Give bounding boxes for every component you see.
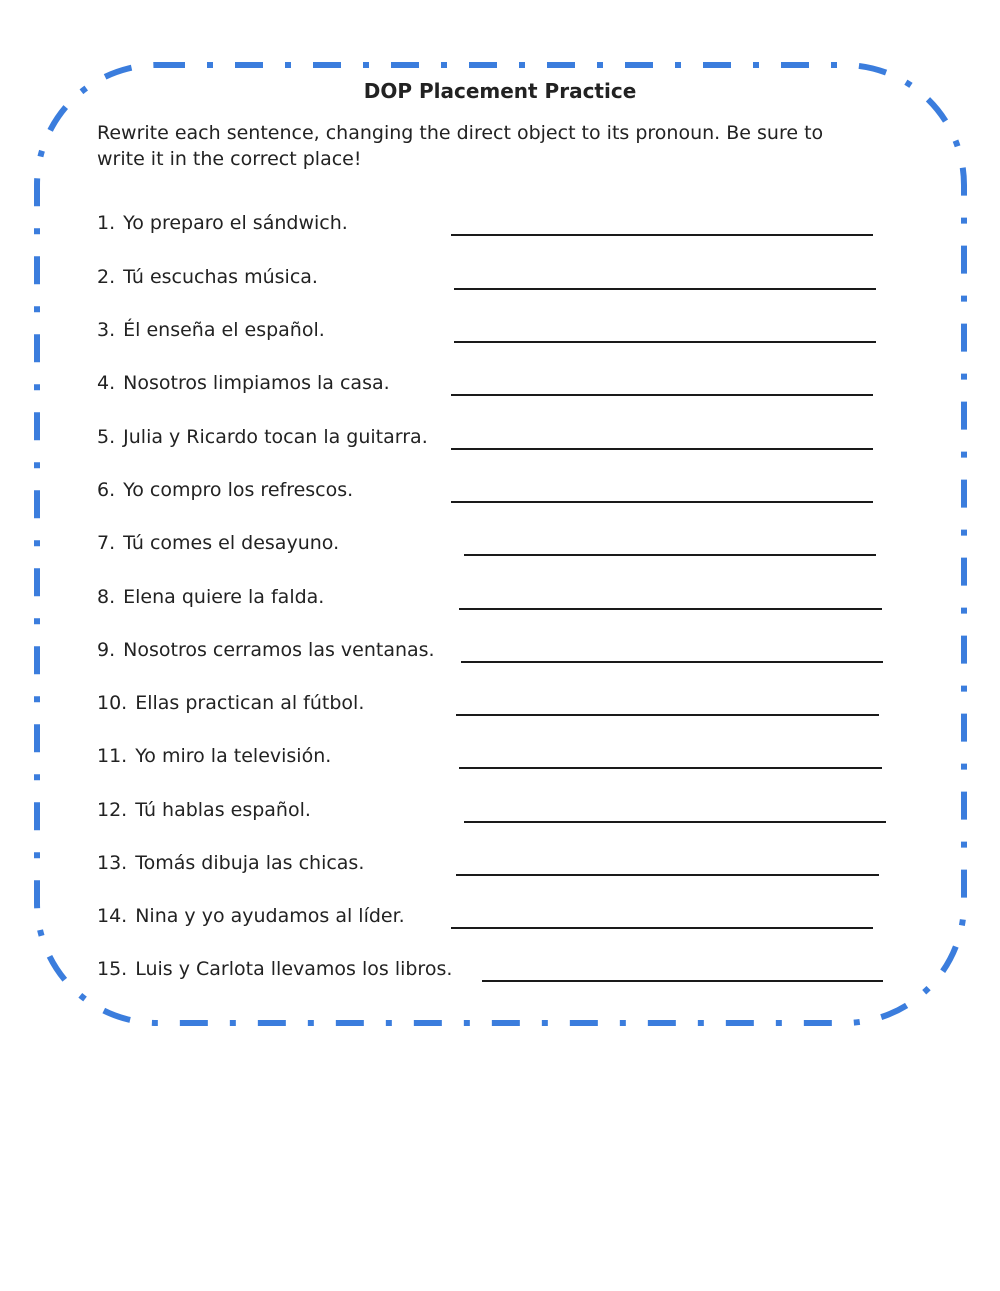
worksheet-title: DOP Placement Practice xyxy=(363,79,637,103)
item-number: 5. xyxy=(97,426,116,448)
exercise-item-9 xyxy=(0,639,1000,679)
exercise-item-2 xyxy=(0,266,1000,306)
exercise-item-12 xyxy=(0,799,1000,839)
answer-line-10[interactable] xyxy=(456,714,879,716)
answer-line-5[interactable] xyxy=(451,448,873,450)
item-number: 12. xyxy=(97,799,128,821)
item-sentence: Tú escuchas música. xyxy=(123,266,318,288)
answer-line-13[interactable] xyxy=(456,874,879,876)
item-sentence: Él enseña el español. xyxy=(123,319,325,341)
item-number: 10. xyxy=(97,692,128,714)
item-number: 15. xyxy=(97,958,128,980)
exercise-item-3 xyxy=(0,319,1000,359)
item-sentence: Luis y Carlota llevamos los libros. xyxy=(135,958,453,980)
instructions-line-2: write it in the correct place! xyxy=(97,148,362,170)
item-number: 9. xyxy=(97,639,116,661)
exercise-item-14 xyxy=(0,905,1000,945)
item-sentence: Yo compro los refrescos. xyxy=(123,479,354,501)
answer-line-15[interactable] xyxy=(482,980,883,982)
item-number: 3. xyxy=(97,319,116,341)
answer-line-3[interactable] xyxy=(454,341,876,343)
answer-line-4[interactable] xyxy=(451,394,873,396)
item-number: 11. xyxy=(97,745,128,767)
item-sentence: Tomás dibuja las chicas. xyxy=(135,852,365,874)
exercise-item-4 xyxy=(0,372,1000,412)
item-sentence: Julia y Ricardo tocan la guitarra. xyxy=(123,426,428,448)
answer-line-7[interactable] xyxy=(464,554,876,556)
item-number: 2. xyxy=(97,266,116,288)
item-number: 4. xyxy=(97,372,116,394)
answer-line-8[interactable] xyxy=(459,608,882,610)
answer-line-2[interactable] xyxy=(454,288,876,290)
exercise-item-15 xyxy=(0,958,1000,998)
exercise-item-10 xyxy=(0,692,1000,732)
exercise-item-6 xyxy=(0,479,1000,519)
item-sentence: Nina y yo ayudamos al líder. xyxy=(135,905,405,927)
item-sentence: Nosotros cerramos las ventanas. xyxy=(123,639,435,661)
item-number: 7. xyxy=(97,532,116,554)
exercise-item-13 xyxy=(0,852,1000,892)
exercise-item-1 xyxy=(0,212,1000,252)
item-sentence: Nosotros limpiamos la casa. xyxy=(123,372,390,394)
item-sentence: Tú comes el desayuno. xyxy=(123,532,340,554)
answer-line-9[interactable] xyxy=(461,661,883,663)
answer-line-1[interactable] xyxy=(451,234,873,236)
exercise-item-8 xyxy=(0,586,1000,626)
answer-line-11[interactable] xyxy=(459,767,882,769)
item-sentence: Yo preparo el sándwich. xyxy=(123,212,348,234)
item-number: 14. xyxy=(97,905,128,927)
instructions xyxy=(97,120,897,172)
exercise-item-11 xyxy=(0,745,1000,785)
item-number: 6. xyxy=(97,479,116,501)
answer-line-14[interactable] xyxy=(451,927,873,929)
item-sentence: Ellas practican al fútbol. xyxy=(135,692,365,714)
item-sentence: Yo miro la televisión. xyxy=(135,745,332,767)
item-number: 1. xyxy=(97,212,116,234)
item-number: 13. xyxy=(97,852,128,874)
item-sentence: Elena quiere la falda. xyxy=(123,586,325,608)
answer-line-6[interactable] xyxy=(451,501,873,503)
answer-line-12[interactable] xyxy=(464,821,886,823)
item-sentence: Tú hablas español. xyxy=(135,799,311,821)
exercise-item-7 xyxy=(0,532,1000,572)
item-number: 8. xyxy=(97,586,116,608)
instructions-line-1: Rewrite each sentence, changing the direct object to its pronoun. Be sure to xyxy=(97,122,824,144)
exercise-item-5 xyxy=(0,426,1000,466)
